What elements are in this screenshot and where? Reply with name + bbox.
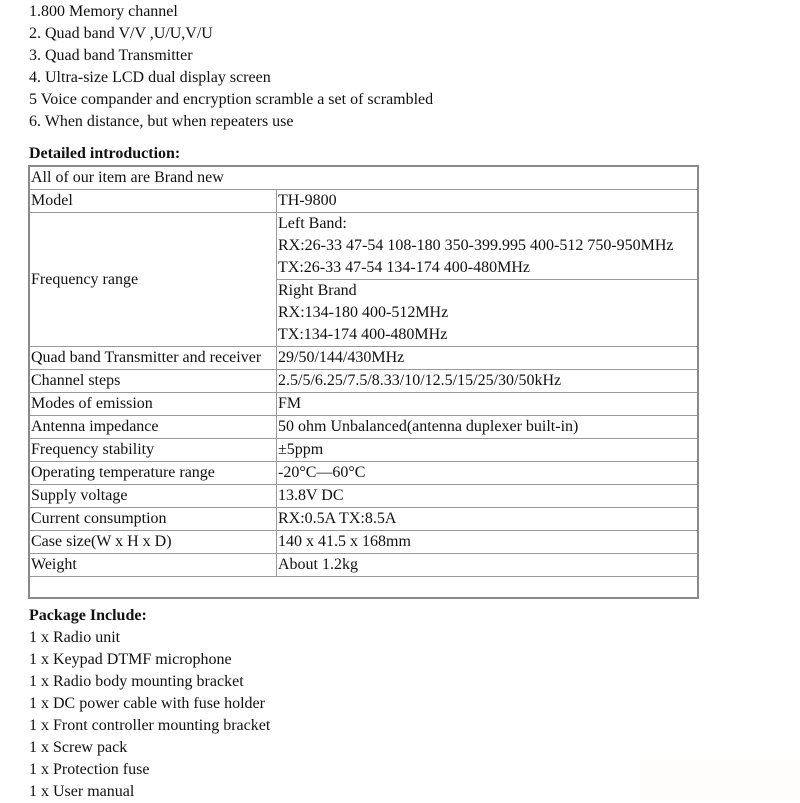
package-item: 1 x Front controller mounting bracket: [29, 717, 271, 734]
table-row: [29, 485, 698, 508]
feature-item: 4. Ultra-size LCD dual display screen: [29, 69, 271, 86]
freq-line: Right Brand: [278, 282, 357, 299]
spec-value: FM: [277, 393, 699, 416]
table-row: [29, 531, 698, 554]
spec-value: 140 x 41.5 x 168mm: [277, 531, 699, 554]
freq-line: RX:134-180 400-512MHz: [278, 304, 449, 321]
table-row: [29, 166, 698, 190]
spec-label: Antenna impedance: [29, 416, 277, 439]
spec-label: Model: [29, 190, 277, 213]
spec-value: RX:0.5A TX:8.5A: [277, 508, 699, 531]
spec-label: Modes of emission: [29, 393, 277, 416]
spec-value: 50 ohm Unbalanced(antenna duplexer built-in): [277, 416, 699, 439]
table-row: [29, 416, 698, 439]
table-row-empty: [29, 577, 698, 599]
spec-value-left-band: [277, 213, 699, 280]
feature-item: 1.800 Memory channel: [29, 3, 178, 20]
package-heading: Package Include:: [29, 607, 147, 624]
package-item: 1 x User manual: [29, 783, 135, 800]
spec-label: Channel steps: [29, 370, 277, 393]
package-list: [29, 605, 270, 803]
spec-label: Quad band Transmitter and receiver: [29, 347, 277, 370]
table-row: [29, 554, 698, 577]
freq-line: Left Band:: [278, 215, 347, 232]
package-item: 1 x Protection fuse: [29, 761, 150, 778]
background-smudge: [640, 760, 800, 800]
table-row: [29, 370, 698, 393]
spec-label: Weight: [29, 554, 277, 577]
spec-value: TH-9800: [277, 190, 699, 213]
package-item: 1 x DC power cable with fuse holder: [29, 695, 265, 712]
feature-item: 5 Voice compander and encryption scramble a set of scrambled: [29, 91, 434, 108]
table-row: [29, 190, 698, 213]
empty-cell: [29, 577, 698, 599]
spec-value: ±5ppm: [277, 439, 699, 462]
feature-item: 2. Quad band V/V ,U/U,V/U: [29, 25, 213, 42]
table-row: [29, 347, 698, 370]
spec-value: About 1.2kg: [277, 554, 699, 577]
package-item: 1 x Screw pack: [29, 739, 128, 756]
spec-value: 13.8V DC: [277, 485, 699, 508]
table-row: [29, 439, 698, 462]
spec-label: Supply voltage: [29, 485, 277, 508]
spec-label: Frequency range: [29, 213, 277, 347]
table-row: [29, 213, 698, 280]
feature-item: 6. When distance, but when repeaters use: [29, 113, 294, 130]
spec-value: 2.5/5/6.25/7.5/8.33/10/12.5/15/25/30/50kHz: [277, 370, 699, 393]
spec-label: Operating temperature range: [29, 462, 277, 485]
spec-value: 29/50/144/430MHz: [277, 347, 699, 370]
spec-label: Frequency stability: [29, 439, 277, 462]
feature-list: [29, 1, 433, 133]
detail-heading: Detailed introduction:: [29, 145, 181, 162]
spec-label: Case size(W x H x D): [29, 531, 277, 554]
spec-table: [28, 165, 699, 599]
package-item: 1 x Radio unit: [29, 629, 121, 646]
freq-line: RX:26-33 47-54 108-180 350-399.995 400-512 750-950MHz: [278, 237, 674, 254]
table-row: [29, 462, 698, 485]
package-item: 1 x Radio body mounting bracket: [29, 673, 244, 690]
spec-label: Current consumption: [29, 508, 277, 531]
table-row: [29, 508, 698, 531]
feature-item: 3. Quad band Transmitter: [29, 47, 193, 64]
spec-value: -20°C—60°C: [277, 462, 699, 485]
spec-value-right-band: [277, 280, 699, 347]
freq-line: TX:26-33 47-54 134-174 400-480MHz: [278, 259, 530, 276]
table-row: [29, 393, 698, 416]
freq-line: TX:134-174 400-480MHz: [278, 326, 448, 343]
package-item: 1 x Keypad DTMF microphone: [29, 651, 232, 668]
banner-cell: All of our item are Brand new: [29, 166, 698, 190]
